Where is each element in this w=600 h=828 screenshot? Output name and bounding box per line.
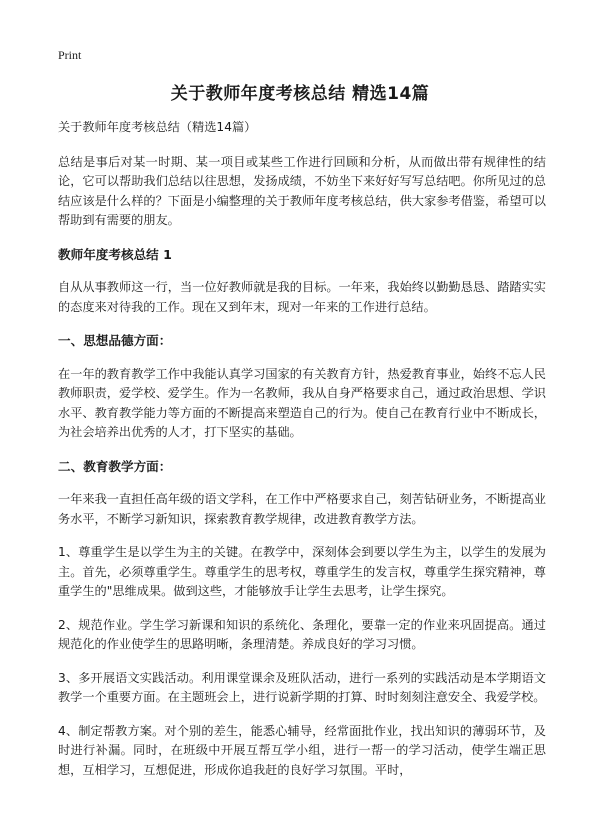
list-item-1: 1、尊重学生是以学生为主的关键。在教学中，深刻体会到要以学生为主，以学生的发展为主。首先，必须尊重学生。尊重学生的思考权，尊重学生的发言权，尊重学生探究精神，尊重学生的"思维成果。做到这些，才能够放手让学生去思考，让学生探究。 (58, 545, 546, 598)
article-body (58, 118, 546, 794)
page-title: 关于教师年度考核总结 精选14篇 (170, 84, 430, 104)
list-item-3: 3、多开展语文实践活动。利用课堂课余及班队活动，进行一系列的实践活动是本学期语文教学一个重要方面。在主题班会上，进行说新学期的打算、时时刻刻注意安全、我爱学校。 (58, 670, 546, 704)
intro-paragraph: 总结是事后对某一时期、某一项目或某些工作进行回顾和分析，从而做出带有规律性的结论，它可以帮助我们总结以往思想，发扬成绩，不妨坐下来好好写写总结吧。你所见过的总结应该是什么样的？下面是小编整理的关于教师年度考核总结，供大家参考借鉴，希望可以帮助到有需要的朋友。 (58, 154, 546, 227)
section-heading-1: 教师年度考核总结 1 (58, 246, 172, 262)
article-subtitle: 关于教师年度考核总结（精选14篇） (58, 120, 257, 134)
paragraph-2: 在一年的教育教学工作中我能认真学习国家的有关教育方针，热爱教育事业，始终不忘人民教师职责，爱学校、爱学生。作为一名教师，我从自身严格要求自己，通过政治思想、学识水平、教育教学能力等方面的不断提高来塑造自己的行为。使自己在教育行业中不断成长，为社会培养出优秀的人才，打下坚实的基础。 (58, 366, 546, 439)
subheading-moral: 一、思想品德方面： (58, 333, 172, 348)
list-item-4: 4、制定帮教方案。对个别的差生，能悉心辅导，经常面批作业，找出知识的薄弱环节，及时进行补漏。同时，在班级中开展互帮互学小组，进行一帮一的学习活动，使学生端正思想，互相学习，互想促进，形成你追我赶的良好学习氛围。平时， (58, 723, 546, 777)
paragraph-3: 一年来我一直担任高年级的语文学科，在工作中严格要求自己，刻苦钻研业务，不断提高业务水平，不断学习新知识，探索教育教学规律，改进教育教学方法。 (58, 492, 546, 526)
subheading-teaching: 二、教育教学方面： (58, 458, 172, 474)
print-link[interactable]: Print (58, 48, 82, 62)
paragraph-1: 自从从事教师这一行，当一位好教师就是我的目标。一年来，我始终以勤勤恳恳、踏踏实实的态度来对待我的工作。现在又到年末，现对一年来的工作进行总结。 (58, 280, 546, 314)
list-item-2: 2、规范作业。学生学习新课和知识的系统化、条理化，要靠一定的作业来巩固提高。通过规范化的作业使学生的思路明晰，条理清楚。养成良好的学习习惯。 (58, 617, 546, 651)
